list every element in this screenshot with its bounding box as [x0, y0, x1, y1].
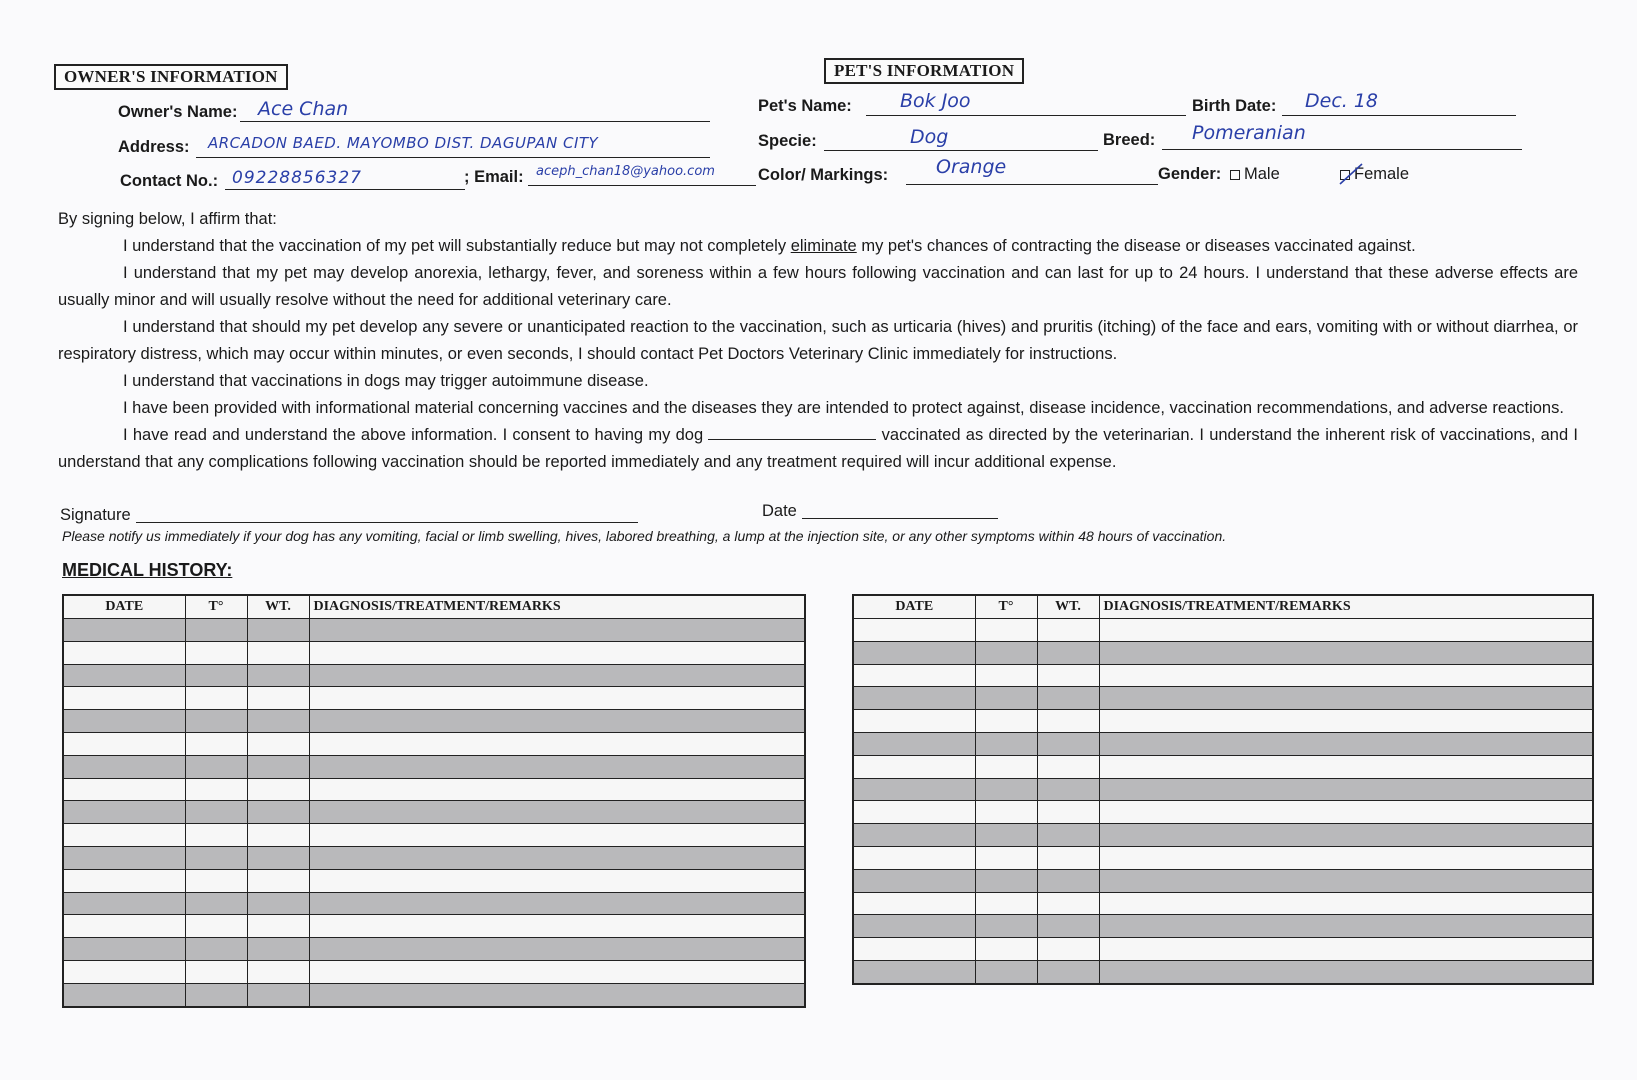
table-cell[interactable]	[975, 869, 1037, 892]
table-row	[853, 892, 1593, 915]
consent-paragraph-5: I have been provided with informational material concerning vaccines and the diseases they are intended to protect against, disease incidence, vaccination recommendations, and adverse reactions.	[123, 399, 1564, 417]
table-cell[interactable]	[185, 846, 247, 869]
table-cell[interactable]	[185, 801, 247, 824]
table-cell[interactable]	[309, 915, 805, 938]
table-cell[interactable]	[1099, 824, 1593, 847]
birth-date-line	[1282, 115, 1516, 116]
column-temp: T°	[185, 595, 247, 619]
table-cell[interactable]	[975, 846, 1037, 869]
table-cell[interactable]	[185, 983, 247, 1006]
table-row	[63, 983, 805, 1006]
table-cell[interactable]	[309, 869, 805, 892]
table-cell[interactable]	[853, 641, 975, 664]
table-cell[interactable]	[1099, 778, 1593, 801]
column-date: DATE	[63, 595, 185, 619]
female-check-mark	[1336, 160, 1366, 190]
table-cell[interactable]	[1037, 664, 1099, 687]
column-remarks: DIAGNOSIS/TREATMENT/REMARKS	[309, 595, 805, 619]
table-cell[interactable]	[853, 892, 975, 915]
table-cell[interactable]	[247, 938, 309, 961]
breed-label: Breed:	[1103, 131, 1156, 149]
owner-section-title: OWNER'S INFORMATION	[54, 64, 288, 90]
table-cell[interactable]	[185, 710, 247, 733]
table-cell[interactable]	[1099, 960, 1593, 983]
table-cell[interactable]	[185, 915, 247, 938]
table-cell[interactable]	[1037, 846, 1099, 869]
table-cell[interactable]	[1037, 960, 1099, 983]
table-cell[interactable]	[853, 687, 975, 710]
table-cell[interactable]	[975, 755, 1037, 778]
table-cell[interactable]	[1037, 938, 1099, 961]
owner-name-label: Owner's Name:	[118, 103, 238, 121]
breed-line	[1162, 149, 1522, 150]
table-cell[interactable]	[1099, 755, 1593, 778]
table-cell[interactable]	[63, 846, 185, 869]
female-label: Female	[1354, 165, 1410, 183]
table-cell[interactable]	[1037, 892, 1099, 915]
table-cell[interactable]	[309, 801, 805, 824]
table-cell[interactable]	[185, 755, 247, 778]
table-cell[interactable]	[247, 778, 309, 801]
table-cell[interactable]	[185, 960, 247, 983]
table-cell[interactable]	[975, 664, 1037, 687]
table-cell[interactable]	[247, 846, 309, 869]
table-cell[interactable]	[185, 778, 247, 801]
table-cell[interactable]	[1099, 687, 1593, 710]
email-line	[528, 185, 756, 186]
table-cell[interactable]	[1099, 801, 1593, 824]
table-cell[interactable]	[63, 983, 185, 1006]
column-temp: T°	[975, 595, 1037, 619]
table-row	[63, 915, 805, 938]
table-cell[interactable]	[63, 710, 185, 733]
table-cell[interactable]	[247, 710, 309, 733]
table-cell[interactable]	[1037, 641, 1099, 664]
consent-paragraph-4: I understand that vaccinations in dogs may trigger autoimmune disease.	[123, 372, 649, 390]
pet-name-value[interactable]: Bok Joo	[900, 90, 971, 112]
table-cell[interactable]	[185, 732, 247, 755]
table-row	[63, 938, 805, 961]
table-cell[interactable]	[1037, 869, 1099, 892]
medical-history-table-right	[852, 594, 1594, 985]
birth-date-label: Birth Date:	[1192, 97, 1277, 115]
pet-section-title: PET'S INFORMATION	[824, 58, 1024, 84]
table-row	[63, 710, 805, 733]
table-cell[interactable]	[975, 892, 1037, 915]
table-cell[interactable]	[309, 892, 805, 915]
table-cell[interactable]	[63, 824, 185, 847]
table-cell[interactable]	[853, 778, 975, 801]
table-row	[853, 846, 1593, 869]
male-checkbox[interactable]	[1230, 170, 1240, 180]
table-cell[interactable]	[975, 710, 1037, 733]
table-row	[63, 801, 805, 824]
table-cell[interactable]	[1037, 710, 1099, 733]
notice-text: Please notify us immediately if your dog has any vomiting, facial or limb swelling, hives, labored breathing, a lump at the injection site, or any other symptoms within 48 hours of vaccination.	[62, 528, 1227, 544]
table-cell[interactable]	[63, 938, 185, 961]
color-value[interactable]: Orange	[936, 156, 1007, 178]
table-cell[interactable]	[63, 778, 185, 801]
gender-male-option[interactable]	[1230, 165, 1280, 184]
table-cell[interactable]	[185, 687, 247, 710]
table-cell[interactable]	[247, 755, 309, 778]
consent-text	[58, 206, 1578, 476]
table-cell[interactable]	[63, 641, 185, 664]
table-cell[interactable]	[185, 641, 247, 664]
table-cell[interactable]	[1099, 915, 1593, 938]
table-cell[interactable]	[1037, 778, 1099, 801]
consent-intro: By signing below, I affirm that:	[58, 210, 277, 228]
table-cell[interactable]	[63, 915, 185, 938]
table-cell[interactable]	[1037, 619, 1099, 642]
table-cell[interactable]	[63, 732, 185, 755]
table-cell[interactable]	[853, 938, 975, 961]
table-row	[853, 869, 1593, 892]
table-cell[interactable]	[63, 755, 185, 778]
email-label: ; Email:	[464, 168, 524, 186]
address-label: Address:	[118, 138, 190, 156]
breed-value[interactable]: Pomeranian	[1192, 122, 1306, 144]
table-cell[interactable]	[309, 755, 805, 778]
table-cell[interactable]	[975, 641, 1037, 664]
table-row	[853, 778, 1593, 801]
table-cell[interactable]	[1037, 915, 1099, 938]
table-row	[853, 824, 1593, 847]
table-cell[interactable]	[853, 869, 975, 892]
table-cell[interactable]	[247, 915, 309, 938]
consent-paragraph-3: I understand that should my pet develop any severe or unanticipated reaction to the vaccination, such as urticaria (hives) and pruritis (itching) of the face and ears, vomiting with or without diarrhea, or respiratory distress, which may occur within minutes, or even seconds, I should contact Pet Doctors Veterinary Clinic immediately for instructions.	[58, 318, 1578, 363]
table-cell[interactable]	[309, 619, 805, 642]
email-value[interactable]: aceph_chan18@yahoo.com	[536, 164, 715, 179]
table-row	[63, 824, 805, 847]
table-row	[63, 687, 805, 710]
table-cell[interactable]	[1099, 892, 1593, 915]
table-cell[interactable]	[975, 687, 1037, 710]
table-cell[interactable]	[975, 801, 1037, 824]
table-row	[853, 938, 1593, 961]
column-weight: WT.	[1037, 595, 1099, 619]
birth-date-value[interactable]: Dec. 18	[1305, 90, 1379, 112]
specie-line	[824, 150, 1098, 151]
table-cell[interactable]	[247, 801, 309, 824]
date-line[interactable]	[802, 518, 998, 519]
table-cell[interactable]	[975, 732, 1037, 755]
table-row	[63, 869, 805, 892]
table-cell[interactable]	[975, 619, 1037, 642]
table-cell[interactable]	[185, 664, 247, 687]
table-cell[interactable]	[1099, 641, 1593, 664]
table-cell[interactable]	[309, 938, 805, 961]
consent-paragraph-6: I have read and understand the above information. I consent to having my dog vaccinated as directed by the veterinarian. I understand the inherent risk of vaccinations, and I understand that any complications following vaccination should be reported immediately and any treatment required will incur additional expense.	[58, 426, 1578, 471]
table-cell[interactable]	[247, 824, 309, 847]
table-row	[853, 915, 1593, 938]
specie-label: Specie:	[758, 132, 817, 150]
table-cell[interactable]	[1037, 824, 1099, 847]
pet-name-label: Pet's Name:	[758, 97, 852, 115]
table-cell[interactable]	[853, 824, 975, 847]
table-cell[interactable]	[1099, 732, 1593, 755]
table-cell[interactable]	[975, 960, 1037, 983]
table-cell[interactable]	[309, 641, 805, 664]
table-row	[63, 664, 805, 687]
color-line	[906, 184, 1158, 185]
table-cell[interactable]	[1099, 869, 1593, 892]
table-cell[interactable]	[1099, 938, 1593, 961]
medical-history-title: MEDICAL HISTORY:	[62, 560, 233, 580]
table-row	[63, 846, 805, 869]
table-cell[interactable]	[1037, 732, 1099, 755]
table-cell[interactable]	[309, 960, 805, 983]
contact-line	[225, 189, 465, 190]
table-row	[63, 960, 805, 983]
table-row	[853, 641, 1593, 664]
table-cell[interactable]	[185, 619, 247, 642]
table-cell[interactable]	[853, 960, 975, 983]
table-cell[interactable]	[63, 869, 185, 892]
column-remarks: DIAGNOSIS/TREATMENT/REMARKS	[1099, 595, 1593, 619]
pet-name-line	[866, 115, 1186, 116]
table-cell[interactable]	[185, 938, 247, 961]
table-cell[interactable]	[1037, 801, 1099, 824]
address-line	[196, 157, 710, 158]
table-cell[interactable]	[247, 732, 309, 755]
table-cell[interactable]	[975, 824, 1037, 847]
table-cell[interactable]	[309, 732, 805, 755]
table-cell[interactable]	[63, 619, 185, 642]
table-header-row	[63, 595, 805, 619]
owner-name-line	[240, 121, 710, 122]
table-cell[interactable]	[247, 619, 309, 642]
table-row	[63, 732, 805, 755]
gender-label: Gender:	[1158, 165, 1222, 183]
table-cell[interactable]	[975, 938, 1037, 961]
table-cell[interactable]	[1099, 619, 1593, 642]
table-cell[interactable]	[853, 710, 975, 733]
table-cell[interactable]	[185, 824, 247, 847]
table-row	[63, 778, 805, 801]
contact-label: Contact No.:	[120, 172, 219, 190]
table-row	[853, 801, 1593, 824]
table-cell[interactable]	[1099, 846, 1593, 869]
column-date: DATE	[853, 595, 975, 619]
table-cell[interactable]	[309, 846, 805, 869]
table-cell[interactable]	[1037, 687, 1099, 710]
owner-name-value[interactable]: Ace Chan	[258, 98, 349, 120]
table-row	[63, 892, 805, 915]
table-cell[interactable]	[309, 664, 805, 687]
table-cell[interactable]	[247, 983, 309, 1006]
consent-paragraph-2: I understand that my pet may develop anorexia, lethargy, fever, and soreness within a few hours following vaccination and can last for up to 24 hours. I understand that these adverse effects are usually minor and will usually resolve without the need for additional veterinary care.	[58, 264, 1578, 309]
table-cell[interactable]	[247, 687, 309, 710]
table-cell[interactable]	[63, 664, 185, 687]
table-cell[interactable]	[1099, 710, 1593, 733]
table-cell[interactable]	[309, 824, 805, 847]
table-cell[interactable]	[247, 869, 309, 892]
table-cell[interactable]	[185, 892, 247, 915]
table-row	[853, 960, 1593, 983]
table-cell[interactable]	[63, 801, 185, 824]
table-cell[interactable]	[309, 983, 805, 1006]
color-label: Color/ Markings:	[758, 166, 889, 184]
table-cell[interactable]	[853, 619, 975, 642]
table-cell[interactable]	[247, 892, 309, 915]
table-cell[interactable]	[309, 710, 805, 733]
table-row	[853, 687, 1593, 710]
table-row	[853, 732, 1593, 755]
table-cell[interactable]	[63, 687, 185, 710]
table-cell[interactable]	[309, 778, 805, 801]
signature-label: Signature	[60, 506, 131, 524]
table-cell[interactable]	[185, 869, 247, 892]
table-cell[interactable]	[247, 641, 309, 664]
table-row	[853, 664, 1593, 687]
table-cell[interactable]	[975, 915, 1037, 938]
table-row	[63, 619, 805, 642]
table-row	[853, 619, 1593, 642]
consent-paragraph-1: I understand that the vaccination of my pet will substantially reduce but may not completely eliminate my pet's chances of contracting the disease or diseases vaccinated against.	[123, 237, 1416, 255]
table-cell[interactable]	[975, 778, 1037, 801]
table-row	[63, 641, 805, 664]
table-cell[interactable]	[1037, 755, 1099, 778]
dog-name-blank[interactable]	[708, 439, 876, 440]
table-cell[interactable]	[853, 664, 975, 687]
medical-history-table-left	[62, 594, 806, 1008]
table-cell[interactable]	[63, 960, 185, 983]
table-cell[interactable]	[63, 892, 185, 915]
table-cell[interactable]	[853, 915, 975, 938]
table-row	[63, 755, 805, 778]
table-cell[interactable]	[853, 755, 975, 778]
table-row	[853, 755, 1593, 778]
specie-value[interactable]: Dog	[910, 126, 949, 148]
table-cell[interactable]	[853, 732, 975, 755]
date-label: Date	[762, 502, 797, 520]
male-label: Male	[1244, 165, 1280, 183]
table-cell[interactable]	[247, 960, 309, 983]
table-cell[interactable]	[247, 664, 309, 687]
table-header-row	[853, 595, 1593, 619]
table-row	[853, 710, 1593, 733]
signature-line[interactable]	[136, 522, 638, 523]
table-cell[interactable]	[1099, 664, 1593, 687]
address-value[interactable]: ARCADON BAED. MAYOMBO DIST. DAGUPAN CITY	[208, 134, 599, 152]
table-cell[interactable]	[853, 846, 975, 869]
contact-value[interactable]: 09228856327	[232, 168, 362, 188]
table-cell[interactable]	[853, 801, 975, 824]
column-weight: WT.	[247, 595, 309, 619]
table-cell[interactable]	[309, 687, 805, 710]
